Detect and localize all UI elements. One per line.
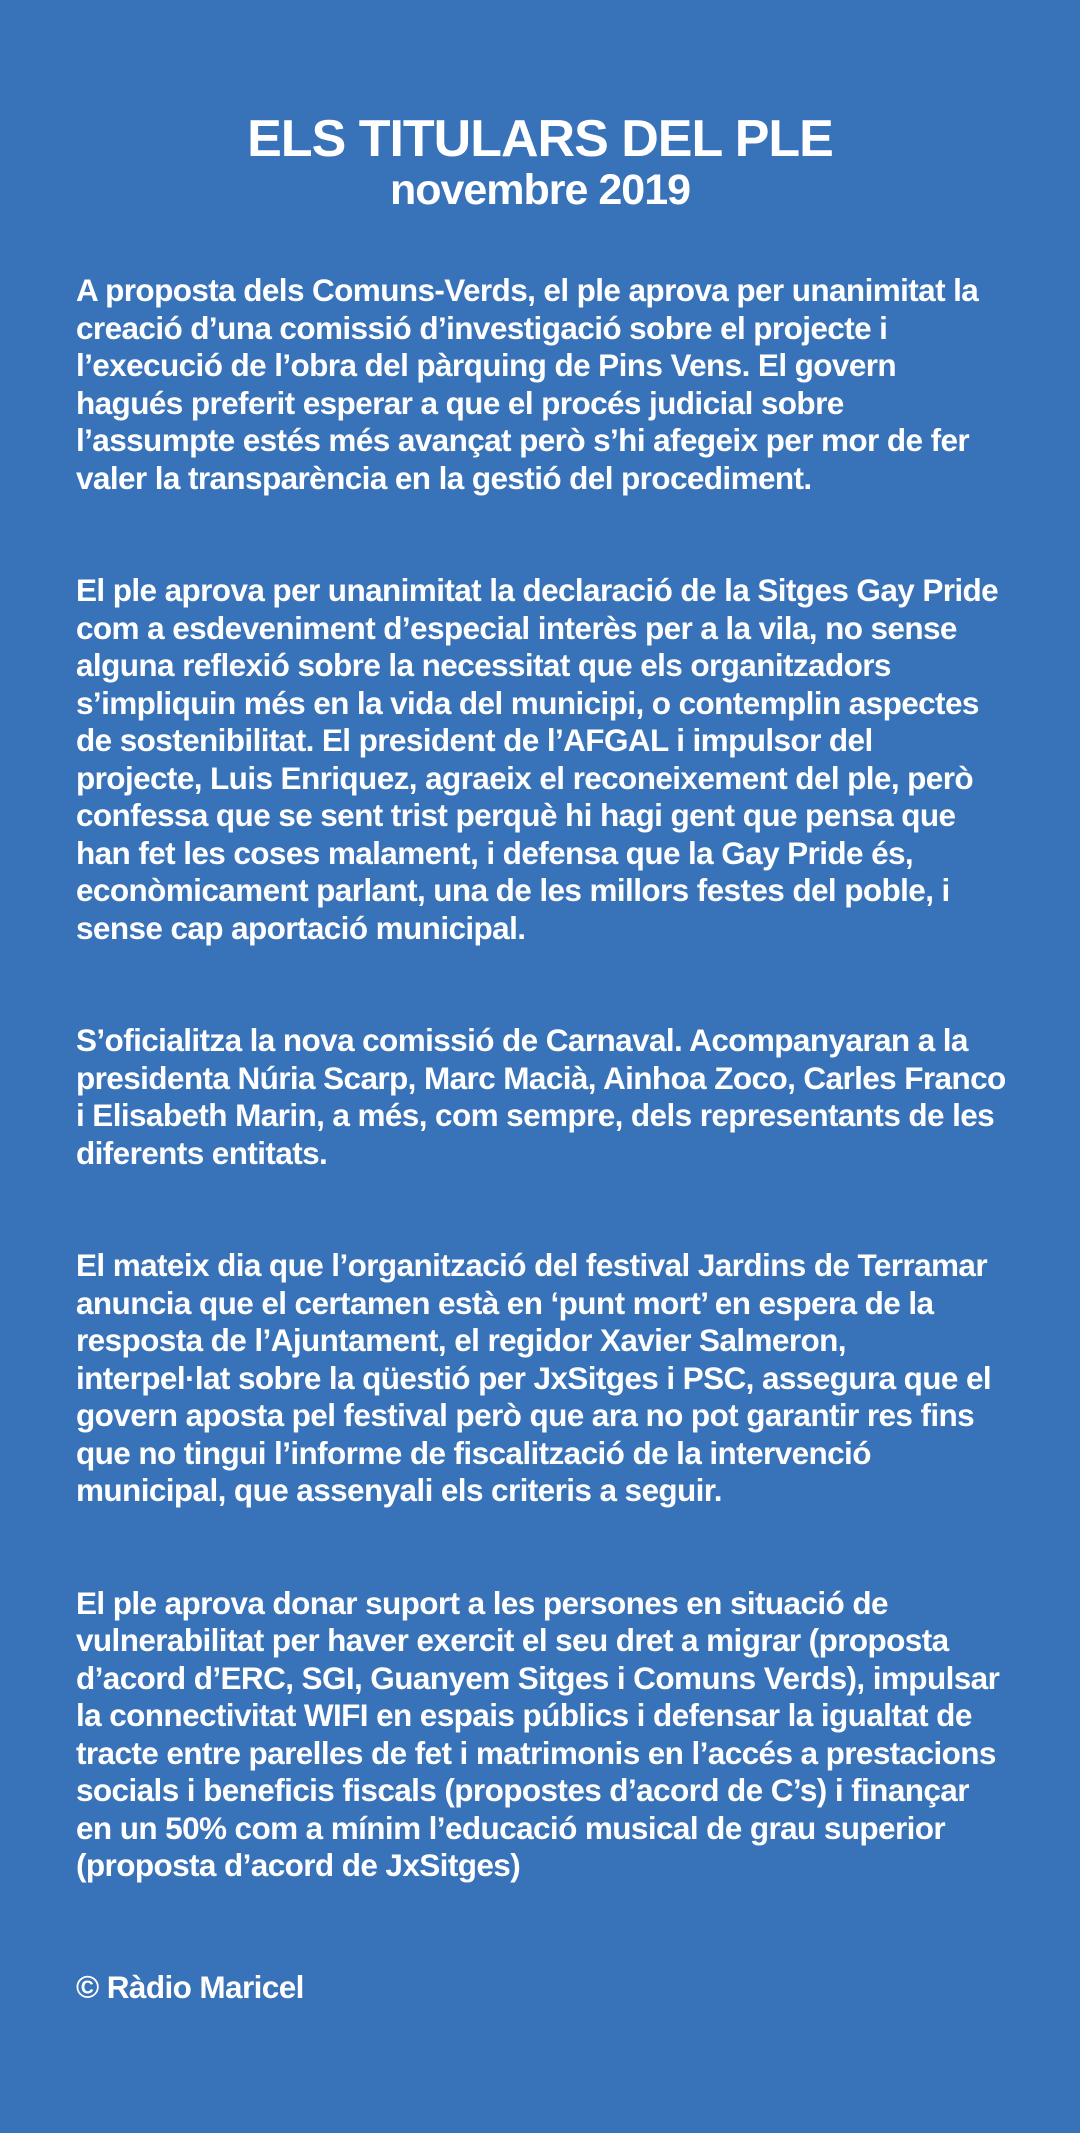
paragraph-gay-pride: El ple aprova per unanimitat la declaració de la Sitges Gay Pride com a esdeveniment d’especial interès per a la vila, no sense alguna reflexió sobre la necessitat que els organitzadors s’impliquin més en la vida del municipi, o contemplin aspectes de sostenibilitat. El president de l’AFGAL i impulsor del projecte, Luis Enriquez, agraeix el reconeixement del ple, però confessa que se sent trist perquè hi hagi gent que pensa que han fet les coses malament, i defensa que la Gay Pride és, econòmicament parlant, una de les millors festes del poble, i sense cap aportació municipal. — [76, 572, 999, 946]
paragraph-carnaval-commission: S’oficialitza la nova comissió de Carnaval. Acompanyaran a la presidenta Núria Scarp, Marc Macià, Ainhoa Zoco, Carles Franco i Elisabeth Marin, a més, com sempre, dels representants de les diferents entitats. — [76, 1022, 1006, 1171]
page-title: ELS TITULARS DEL PLE — [247, 110, 833, 168]
page-subtitle: novembre 2019 — [389, 166, 691, 214]
paragraph-motions: El ple aprova donar suport a les persones en situació de vulnerabilitat per haver exercit el seu dret a migrar (proposta d’acord d’ERC, SGI, Guanyem Sitges i Comuns Verds), impulsar la connectivitat WIFI en espais públics i defensar la igualtat de tracte entre parelles de fet i matrimonis en l’accés a prestacions socials i beneficis fiscals (propostes d’acord de C’s) i finançar en un 50% com a mínim l’educació musical de grau superior (proposta d’acord de JxSitges) — [76, 1584, 1000, 1883]
paragraph-parking-commission: A proposta dels Comuns-Verds, el ple aprova per unanimitat la creació d’una comissió d’investigació sobre el projecte i l’execució de l’obra del pàrquing de Pins Vens. El govern hagués preferit esperar a que el procés judicial sobre l’assumpte estés més avançat però s’hi afegeix per mor de fer valer la transparència en la gestió del procediment. — [76, 272, 979, 496]
copyright-credit: © Ràdio Maricel — [76, 1969, 304, 2005]
article-body — [76, 272, 1006, 1960]
header — [0, 112, 1080, 214]
paragraph-jardins-terramar: El mateix dia que l’organització del festival Jardins de Terramar anuncia que el certamen està en ‘punt mort’ en espera de la resposta de l’Ajuntament, el regidor Xavier Salmeron, interpel·lat sobre la qüestió per JxSitges i PSC, assegura que el govern aposta pel festival però que ara no pot garantir res fins que no tingui l’informe de fiscalització de la intervenció municipal, que assenyali els criteris a seguir. — [76, 1247, 992, 1508]
